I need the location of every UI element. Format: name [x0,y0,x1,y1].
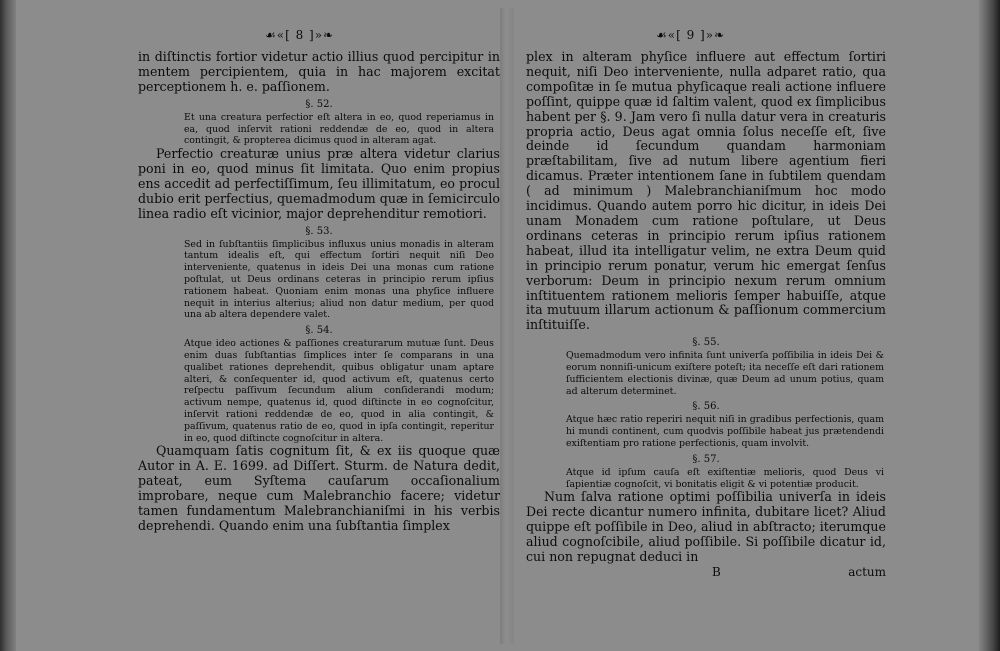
book-gutter [500,8,514,644]
left-page-number: ☙«[ 8 ]»❧ [265,28,335,42]
section-53-text: Sed in ſubſtantiis ſimplicibus influxus unius monadis in alteram tantum idealis eſt, qui effectum ſortiri nequit niſi Deo interveniente, quatenus in ideis Dei una monas cum ratione poſtulat, ut Deus ordinans ceteras in principio rerum ipſius rationem habeat. Quoniam enim monas una phyſice influere nequit in interius alterius; aliud non datur medium, per quod una ab altera dependere valet. [184,238,494,321]
section-55-heading: §. 55. [692,337,720,349]
section-52-heading: §. 52. [305,98,333,110]
section-56-text: Atque hæc ratio reperiri nequit niſi in gradibus perfectionis, quam hi mundi continent, cum quodvis poſſibile habeat jus prætendendi exiſtentiam pro ratione perfectionis, quam involvit. [566,414,884,449]
right-para-top: plex in alteram phyſice influere aut effectum ſortiri nequit, niſi Deo interveniente, nulla adparet ratio, qua compoſitæ in ſe mutua phyſicaque reali actione influere poſſint, quippe quæ id ſaltim valent, quod ex ſimplicibus habent per §. 9. Jam vero ſi nulla datur vera in creaturis propria actio, Deus agat omnia ſolus neceſſe eſt, ſive deinde id ſecundum quandam harmoniam præſtabilitam, ſive ad nutum libere agentium fieri dicamus. Præter intentionem ſane in ſubtilem quendam ( ad minimum ) Malebranchianiſmum hoc modo incidimus. Quando autem porro hic dicitur, in ideis Dei unam Monadem cum ratione poſtulare, ut Deus ordinans ceteras in principio rerum ipſius rationem habeat, illud ita intelligatur velim, ne extra Deum quid in principio rerum ponatur, verum hic emergat ſenſus verborum: Deum in principio nexum rerum omnium inſtituentem rationem melioris ſemper habuiſſe, atque ita mutuum illarum actionum & paſſionum commercium inſtituiſſe. [526,49,886,333]
section-57-heading: §. 57. [692,453,720,465]
section-54-text: Atque ideo actiones & paſſiones creaturarum mutuæ ſunt. Deus enim duas ſubſtantias ſimplices inter ſe comparans in una qualibet rationes deprehendit, quibus obligatur unam aptare alteri, & conſequenter id, quod activum eſt, quatenus certo reſpectu paſſivum ſecundum alium conſiderandi modum; activum nempe, quatenus id, quod diſtincte in eo cognoſcitur, inſervit rationi reddendæ de eo, quod in alia contingit, & paſſivum, quatenus ratio de eo, quod in ipſa contingit, reperitur in eo, quod diſtincte cognoſcitur in altera. [184,338,494,444]
signature-mark: B [712,564,721,579]
catchword: actum [848,564,886,579]
right-page-text [526,50,886,580]
section-53-heading: §. 53. [305,225,333,237]
left-page-edge [0,0,16,651]
left-para-mid: Perfectio creaturæ unius præ altera videtur clarius poni in eo, quod minus ſit limitata. Quo enim propius ens accedit ad perfectiſſimum, ſeu illimitatum, eo procul dubio erit perfectius, quemadmodum quæ in ſemicirculo linea radio eſt vicinior, major deprehenditur remotiori. [138,146,500,221]
right-page-edge [978,0,1000,651]
left-page-text [138,50,500,534]
left-para-top: in diſtinctis fortior videtur actio illius quod percipitur in mentem percipientem, quia in hac majorem excitat perceptionem h. e. paſſionem. [138,49,500,94]
right-para-bottom: Num ſalva ratione optimi poſſibilia univerſa in ideis Dei recte dicantur numero infinita, dubitare licet? Aliud quippe eſt poſſibile in Deo, aliud in abſtracto; iterumque aliud cognoſcibile, aliud poſſibile. Si poſſibile dicatur id, cui non repugnat deduci in [526,489,886,565]
section-57-text: Atque id ipſum cauſa eſt exiſtentiæ melioris, quod Deus vi ſapientiæ cognoſcit, vi bonitatis eligit & vi potentiæ producit. [566,466,884,490]
right-page-footer [526,565,886,580]
right-page-number: ☙«[ 9 ]»❧ [656,28,726,42]
left-para-bottom: Quamquam ſatis cognitum ſit, & ex iis quoque quæ Autor in A. E. 1699. ad Diſſert. Sturm. de Natura dedit, pateat, eum Syſtema cauſarum occaſionalium improbare, neque cum Malebranchio facere; videtur tamen fundamentum Malebranchianiſmi in his verbis deprehendi. Quando enim una ſubſtantia ſimplex [138,443,500,533]
section-52-text: Et una creatura perfectior eſt altera in eo, quod reperiamus in ea, quod inſervit rationi reddendæ de eo, quod in altera contingit, & propterea dicimus quod in alteram agat. [184,111,494,147]
section-54-heading: §. 54. [305,325,333,337]
section-55-text: Quemadmodum vero infinita ſunt univerſa poſſibilia in ideis Dei & eorum nonniſi-unicum exiſtere poteſt; ita neceſſe eſt dari rationem ſufficientem electionis divinæ, quæ Deum ad unum potius, quam ad alterum determinet. [566,350,884,397]
section-56-heading: §. 56. [692,401,720,413]
